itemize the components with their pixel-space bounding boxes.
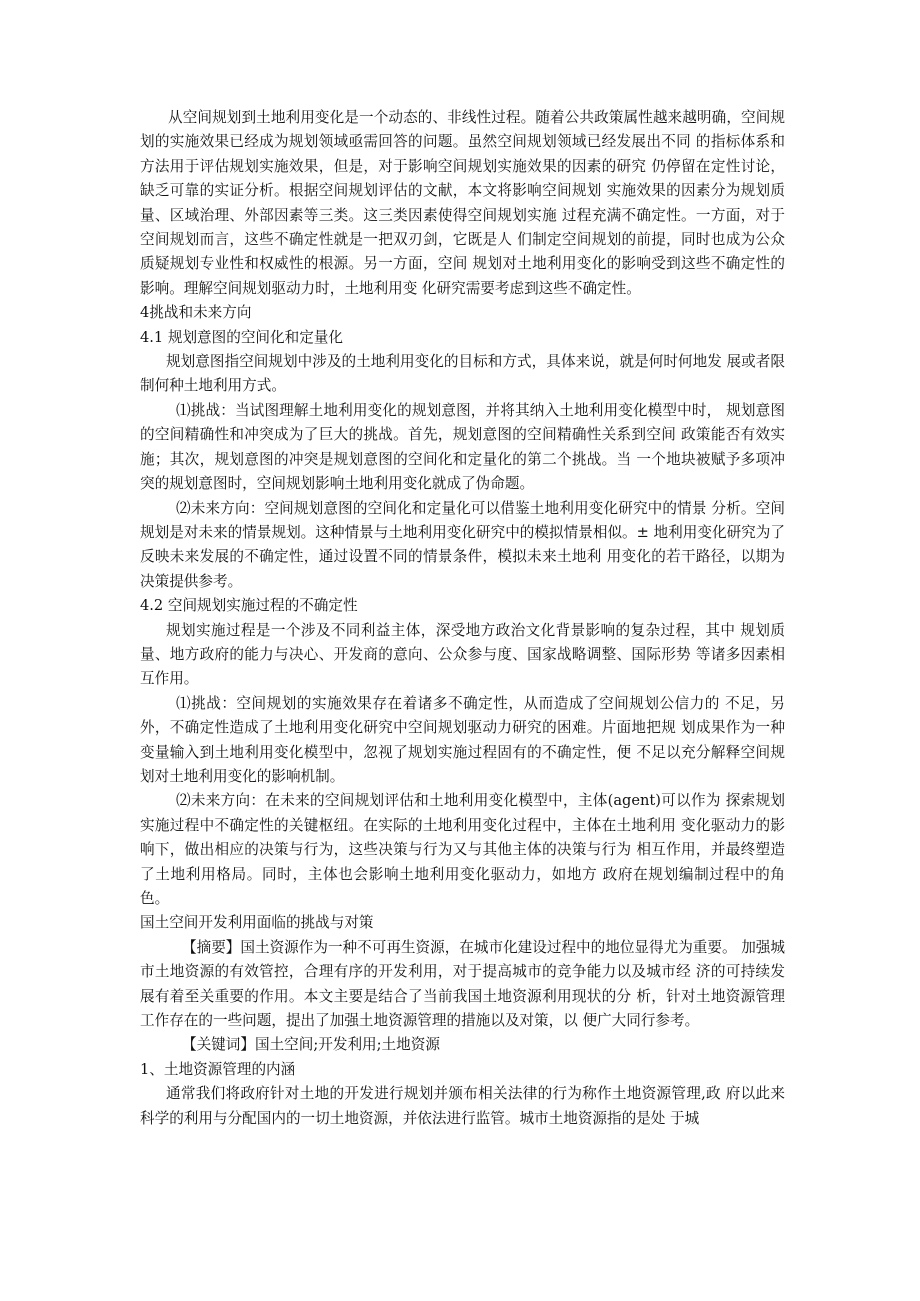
paragraph-future-4-1: ⑵未来方向：空间规划意图的空间化和定量化可以借鉴土地利用变化研究中的情景 分析。空间规划是对未来的情景规划。这种情景与土地利用变化研究中的模拟情景相似。± 地利用变化研究为了反映未来发展的不确定性，通过设置不同的情景条件，模拟未来土地利 用变化的若干路径，以期为决策提供参考。: [140, 499, 785, 590]
paragraph-future-4-2: ⑵未来方向：在未来的空间规划评估和土地利用变化模型中，主体(agent)可以作为 探索规划实施过程中不确定性的关键枢纽。在实际的土地利用变化过程中，主体在土地利用 变化驱动力的影响下，做出相应的决策与行为，这些决策与行为又与其他主体的决策与行为 相互作用，并最终塑造了土地利用格局。同时，主体也会影响土地利用变化驱动力，如地方 政府在规划编制过程中的角色。: [140, 792, 785, 907]
section-heading-land-management: 1、土地资源管理的内涵: [140, 1060, 296, 1078]
paragraph-implementation-process: 规划实施过程是一个涉及不同利益主体，深受地方政治文化背景影响的复杂过程，其中 规划质量、地方政府的能力与决心、开发商的意向、公众参与度、国家战略调整、国际形势 等诸多因素相互作用。: [140, 621, 785, 688]
paragraph-planning-intent: 规划意图指空间规划中涉及的土地利用变化的目标和方式，具体来说，就是何时何地发 展或者限制何种土地利用方式。: [140, 353, 785, 395]
paragraph-land-management-definition: 通常我们将政府针对土地的开发进行规划并颁布相关法律的行为称作土地资源管理,政 府以此来科学的利用与分配国内的一切土地资源，并依法进行监管。城市土地资源指的是处 于城: [140, 1085, 785, 1127]
section-heading-challenges: 4挑战和未来方向: [140, 304, 252, 322]
paragraph-intro-uncertainty: 从空间规划到土地利用变化是一个动态的、非线性过程。随着公共政策属性越来越明确，空间规划的实施效果已经成为规划领域亟需回答的问题。虽然空间规划领域已经发展出不同 的指标体系和方法用于评估规划实施效果，但是，对于影响空间规划实施效果的因素的研究 仍停留在定性讨论，缺乏可靠的实证分析。根据空间规划评估的文献，本文将影响空间规划 实施效果的因素分为规划质量、区域治理、外部因素等三类。这三类因素使得空间规划实施 过程充满不确定性。一方面，对于空间规划而言，这些不确定性就是一把双刃剑，它既是人 们制定空间规划的前提，同时也成为公众质疑规划专业性和权威性的根源。另一方面，空间 规划对土地利用变化的影响受到这些不确定性的影响。理解空间规划驱动力时，土地利用变 化研究需要考虑到这些不确定性。: [140, 109, 785, 297]
paragraph-challenge-4-1: ⑴挑战：当试图理解土地利用变化的规划意图，并将其纳入土地利用变化模型中时， 规划意图的空间精确性和冲突成为了巨大的挑战。首先，规划意图的空间精确性关系到空间 政策能否有效实施；其次，规划意图的冲突是规划意图的空间化和定量化的第二个挑战。当 一个地块被赋予多项冲突的规划意图时，空间规划影响土地利用变化就成了伪命题。: [140, 401, 785, 493]
subsection-heading-4-2: 4.2 空间规划实施过程的不确定性: [140, 597, 358, 615]
subsection-heading-4-1: 4.1 规划意图的空间化和定量化: [140, 328, 343, 346]
abstract-paragraph: 【摘要】国土资源作为一种不可再生资源，在城市化建设过程中的地位显得尤为重要。 加强城市土地资源的有效管控，合理有序的开发利用，对于提高城市的竞争能力以及城市经 济的可持续发展有着至关重要的作用。本文主要是结合了当前我国土地资源利用现状的分 析，针对土地资源管理工作存在的一些问题，提出了加强土地资源管理的措施以及对策，以 便广大同行参考。: [140, 938, 785, 1030]
keywords-line: 【关键词】国土空间;开发利用;土地资源: [182, 1036, 440, 1054]
article-title: 国土空间开发利用面临的挑战与对策: [140, 914, 374, 932]
document-page: [140, 106, 785, 1131]
paragraph-challenge-4-2: ⑴挑战：空间规划的实施效果存在着诸多不确定性，从而造成了空间规划公信力的 不足，另外，不确定性造成了土地利用变化研究中空间规划驱动力研究的困难。片面地把规 划成果作为一种变量输入到土地利用变化模型中，忽视了规划实施过程固有的不确定性，便 不足以充分解释空间规划对土地利用变化的影响机制。: [140, 694, 785, 785]
